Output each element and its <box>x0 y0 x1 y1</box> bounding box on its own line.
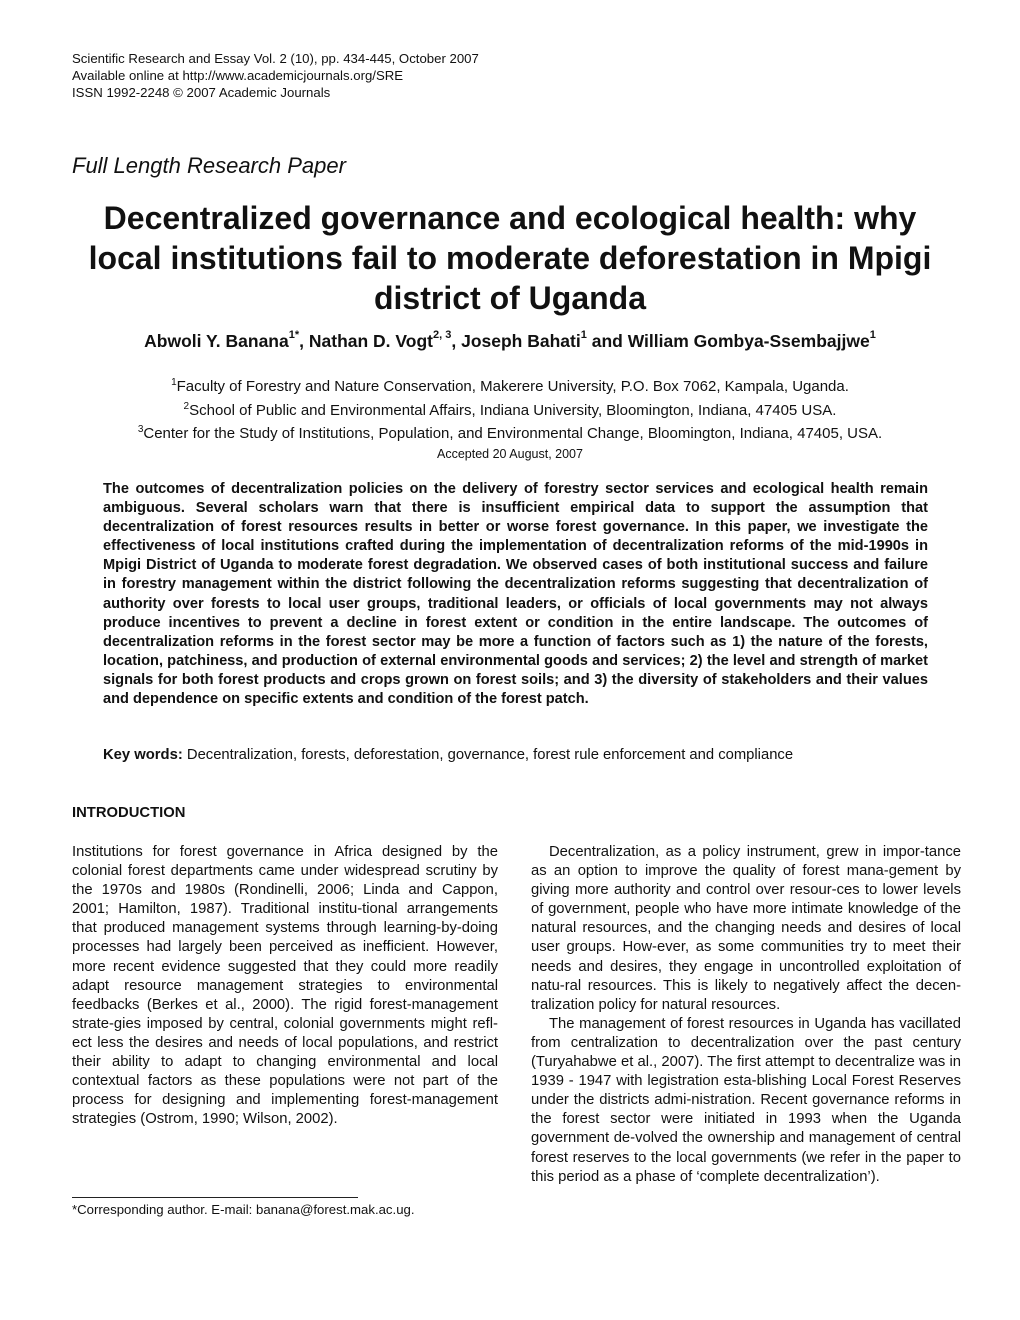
paper-type: Full Length Research Paper <box>72 153 346 178</box>
author-separator: , <box>451 331 462 351</box>
keywords-text: Decentralization, forests, deforestation, governance, forest rule enforcement and compliance <box>182 747 794 763</box>
affiliation <box>40 397 980 421</box>
affiliation-number: 1 <box>171 377 177 388</box>
keywords-label: Key words: <box>103 747 183 763</box>
affiliation <box>40 373 980 397</box>
author-name: Joseph Bahati <box>461 331 581 351</box>
author-name: Abwoli Y. Banana <box>144 331 289 351</box>
author-name: William Gombya-Ssembajjwe <box>627 331 870 351</box>
corresponding-author-footnote: *Corresponding author. E-mail: banana@forest.mak.ac.ug. <box>72 1202 415 1217</box>
author-affiliation-marker: 1* <box>288 329 300 342</box>
body-paragraph: Institutions for forest governance in Africa designed by the colonial forest departments came under widespread scrutiny by the 1970s and 1980s (Rondinelli, 2006; Linda and Cappon, 2001; Hamilton, 1987). Traditional institu-tional arrangements that produced management systems through learning-by-doing processes had largely been perceived as inefficient. However, more recent evidence suggested that they could more readily adapt resource management strategies to environmental feedbacks (Berkes et al., 2000). The rigid forest-management strate-gies imposed by central, colonial governments might refl-ect less the desires and needs of local populations, and restrict their ability to adapt to changing environmental and local contextual factors as these populations were not part of the process for designing and implementing forest-management strategies (Ostrom, 1990; Wilson, 2002). <box>72 844 498 1128</box>
right-column <box>531 843 961 1187</box>
author-list <box>40 331 980 352</box>
author-separator: and <box>586 331 628 351</box>
body-paragraph: Decentralization, as a policy instrument, grew in impor-tance as an option to improve the quality of forest mana-gement by giving more authority and control over resour-ces to lower levels of government, people who have more intimate knowledge of the natural resources, and the changing needs and desires of local user groups. How-ever, as some communities try to meet their needs and desires, they engage in uncontrolled exploitation of natu-ral resources. This is likely to negatively affect the decen-tralization policy for natural resources. <box>531 844 961 1013</box>
section-heading: INTRODUCTION <box>72 805 186 821</box>
left-column <box>72 843 498 1129</box>
journal-header <box>72 50 479 101</box>
author-affiliation-marker: 1 <box>869 329 876 342</box>
issn-line: ISSN 1992-2248 © 2007 Academic Journals <box>72 85 331 100</box>
keywords <box>103 747 943 763</box>
footnote-divider <box>72 1197 358 1198</box>
affiliation-text: Center for the Study of Institutions, Population, and Environmental Change, Bloomington, Indiana, 47405, USA. <box>143 425 883 442</box>
author-name: Nathan D. Vogt <box>308 331 433 351</box>
author-separator: , <box>299 331 309 351</box>
title-line: local institutions fail to moderate deforestation in Mpigi <box>88 240 932 276</box>
affiliation-number: 3 <box>137 424 144 435</box>
journal-citation: Scientific Research and Essay Vol. 2 (10), pp. 434-445, October 2007 <box>72 51 479 66</box>
paper-title <box>40 198 980 318</box>
affiliations <box>40 373 980 444</box>
abstract: The outcomes of decentralization policies on the delivery of forestry sector services and ecological health remain ambiguous. Several scholars warn that there is insufficient empirical data to support the assumption that decentralization of forest resources results in better or worse forest governance. In this paper, we investigate the effectiveness of local institutions crafted during the implementation of decentralization reforms of the mid-1990s in Mpigi District of Uganda to moderate forest degradation. We observed cases of both institutional success and failure in forestry management within the district following the decentralization reforms suggesting that decentralization of authority over forests to local user groups, traditional leaders, or officials of local governments may not always produce incentives to prevent a decline in forest extent or condition in the entire landscape. The outcomes of decentralization reforms in the forest sector may be more a function of factors such as 1) the nature of the forests, location, patchiness, and production of external environmental goods and services; 2) the level and strength of market signals for both forest products and crops grown on forest soils; and 3) the diversity of stakeholders and their values and dependence on specific extents and condition of the forest patch. <box>103 481 928 708</box>
title-line: district of Uganda <box>373 280 646 316</box>
affiliation-text: School of Public and Environmental Affairs, Indiana University, Bloomington, Indiana, 47405 USA. <box>189 401 837 419</box>
journal-url-line: Available online at http://www.academicjournals.org/SRE <box>72 68 404 83</box>
author-affiliation-marker: 2, 3 <box>433 329 452 342</box>
body-paragraph: The management of forest resources in Uganda has vacillated from centralization to decentralization over the past century (Turyahabwe et al., 2007). The first attempt to decentralize was in 1939 - 1947 with legistration esta-blishing Local Forest Reserves under the districts admi-nistration. Recent governance reforms in the forest sector were initiated in 1993 when the Uganda government de-volved the ownership and management of central forest reserves to the local governments (we refer in the paper to this period as a phase of ‘complete decentralization’). <box>531 1015 961 1185</box>
author-affiliation-marker: 1 <box>580 329 587 342</box>
accepted-date: Accepted 20 August, 2007 <box>437 447 583 461</box>
affiliation-number: 2 <box>183 400 190 412</box>
title-line: Decentralized governance and ecological health: why <box>103 200 917 236</box>
affiliation <box>40 420 980 444</box>
affiliation-text: Faculty of Forestry and Nature Conservation, Makerere University, P.O. Box 7062, Kampala, Uganda. <box>176 378 849 395</box>
